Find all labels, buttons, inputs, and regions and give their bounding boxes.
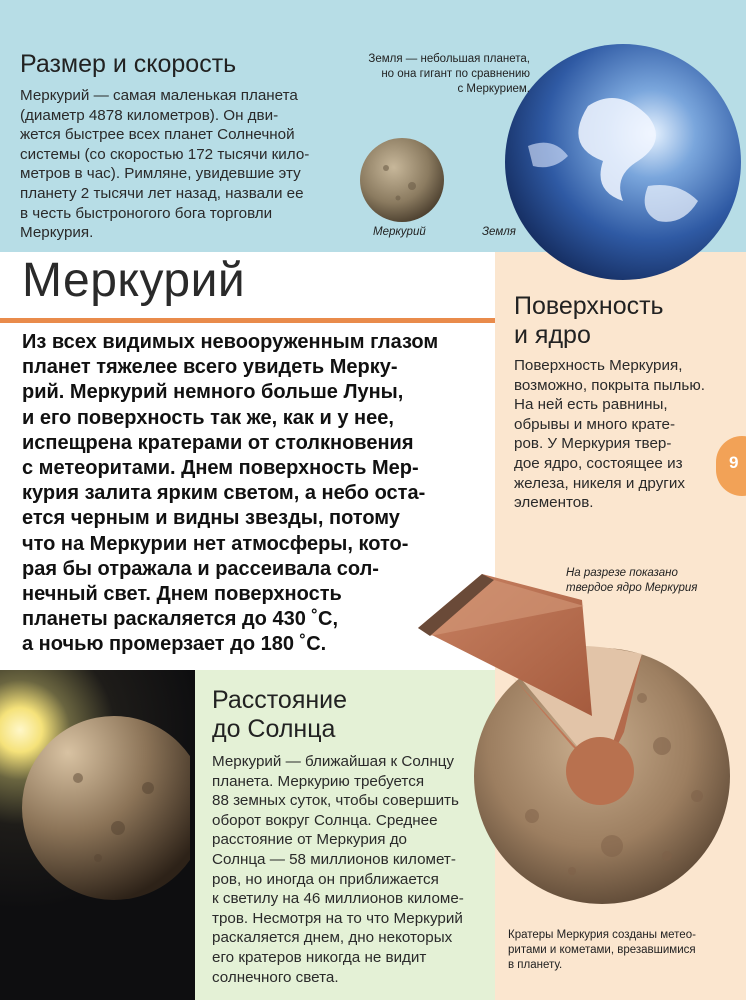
caption-line: Кратеры Меркурия созданы метео- [508, 929, 696, 941]
text-line: нечный свет. Днем поверхность [22, 583, 342, 606]
text-line: планета. Меркурию требуется [212, 772, 425, 790]
text-line: тров. Несмотря на то что Меркурий [212, 909, 463, 927]
surface-core-heading [514, 292, 734, 350]
heading-line: Расстояние [212, 686, 348, 714]
text-line: рий. Меркурий немного больше Луны, [22, 381, 404, 404]
heading-line: Поверхность [514, 292, 664, 320]
text-line: жется быстрее всех планет Солнечной [20, 126, 295, 144]
text-line: ров, но иногда он приближается [212, 870, 439, 888]
caption-line: но она гигант по сравнению [381, 68, 530, 80]
text-line: Меркурий — самая маленькая планета [20, 87, 298, 104]
text-line: ров. У Меркурия твер- [514, 435, 672, 453]
text-line: Меркурий — ближайшая к Солнцу [212, 753, 455, 770]
size-speed-heading: Размер и скорость [20, 50, 237, 78]
text-line: ется черным и видны звезды, потому [22, 507, 400, 530]
text-line: планеты раскаляется до 430 ˚С, [22, 608, 339, 631]
caption-line: Земля — небольшая планета, [368, 53, 530, 65]
page-number: 9 [729, 453, 739, 472]
text-line: Поверхность Меркурия, [514, 357, 683, 374]
text-line: с метеоритами. Днем поверхность Мер- [22, 457, 419, 480]
mercury-near-sun-illustration [18, 708, 190, 908]
caption-line: в планету. [508, 959, 563, 971]
text-line: системы (со скоростью 172 тысячи кило- [20, 145, 310, 163]
heading-line: до Солнца [212, 714, 336, 743]
text-line: и его поверхность так же, как и у нее, [22, 406, 394, 429]
size-speed-text [20, 86, 350, 243]
text-line: планету 2 тысячи лет назад, назвали ее [20, 184, 304, 202]
craters-caption [508, 928, 738, 973]
text-line: испещрена кратерами от столкновения [22, 431, 414, 454]
earth-label: Земля [482, 226, 516, 238]
text-line: его кратеров никогда не видит [212, 948, 427, 966]
text-line: На ней есть равнины, [514, 396, 668, 414]
caption-line: ритами и кометами, врезавшимися [508, 944, 696, 956]
earth-comparison-caption [340, 52, 530, 97]
text-line: к светилу на 46 миллионов киломе- [212, 890, 464, 908]
text-line: курия залита ярким светом, а небо оста- [22, 482, 426, 505]
text-line: метров в час). Римляне, увидевшие эту [20, 165, 301, 183]
text-line: Солнца — 58 миллионов километ- [212, 850, 456, 868]
text-line: возможно, покрыта пылью. [514, 376, 705, 394]
text-line: в честь быстроногого бога торговли [20, 204, 273, 222]
text-line: (диаметр 4878 километров). Он дви- [20, 106, 279, 124]
mercury-label: Меркурий [373, 226, 426, 238]
distance-to-sun-heading [212, 686, 462, 744]
text-line: рая бы отражала и рассеивала сол- [22, 557, 379, 580]
text-line: элементов. [514, 494, 594, 512]
distance-to-sun-text [212, 752, 492, 987]
text-line: расстояние от Меркурия до [212, 831, 407, 849]
text-line: планет тяжелее всего увидеть Мерку- [22, 356, 398, 379]
text-line: дое ядро, состоящее из [514, 454, 683, 472]
caption-line: с Меркурием. [457, 83, 530, 95]
text-line: Из всех видимых невооруженным глазом [22, 331, 439, 353]
page-title: Меркурий [22, 254, 246, 307]
mercury-small-illustration [356, 134, 448, 226]
text-line: солнечного света. [212, 968, 339, 986]
text-line: а ночью промерзает до 180 ˚С. [22, 633, 327, 656]
text-line: Меркурия. [20, 224, 94, 242]
text-line: раскаляется днем, дно некоторых [212, 929, 453, 947]
text-line: что на Меркурии нет атмосферы, кото- [22, 532, 409, 555]
title-divider [0, 318, 495, 323]
caption-line: твердое ядро Меркурия [566, 582, 698, 594]
text-line: оборот вокруг Солнца. Среднее [212, 811, 438, 829]
earth-illustration [498, 36, 746, 286]
caption-line: На разрезе показано [566, 567, 678, 579]
text-line: железа, никеля и других [514, 474, 685, 492]
text-line: обрывы и много крате- [514, 415, 676, 433]
surface-core-text [514, 356, 729, 513]
heading-line: и ядро [514, 320, 591, 349]
text-line: 88 земных суток, чтобы совершить [212, 792, 459, 810]
